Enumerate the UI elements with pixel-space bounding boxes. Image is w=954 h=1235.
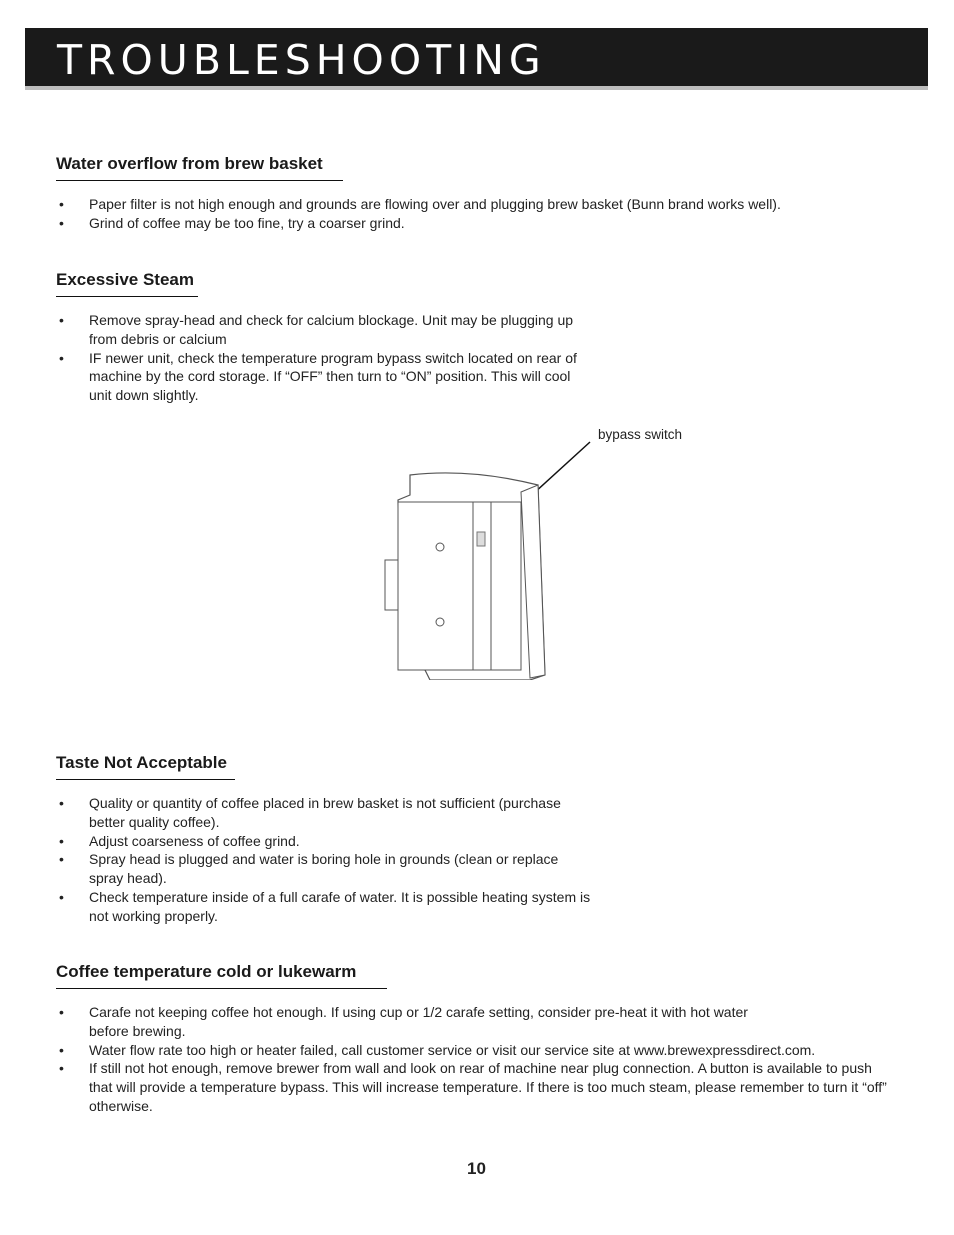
list-item: • Check temperature inside of a full carafe of water. It is possible heating system is not working properly.: [56, 888, 591, 926]
list-item: • If still not hot enough, remove brewer from wall and look on rear of machine near plug connection. A button is available to push that will provide a temperature bypass. This will increase temperature. If there is too much steam, please remember to turn it “off” otherwise.: [56, 1059, 891, 1115]
page-number: 10: [467, 1159, 486, 1178]
list-item: • Quality or quantity of coffee placed in brew basket is not sufficient (purchase better quality coffee).: [56, 794, 591, 832]
figure-caption: bypass switch: [598, 427, 683, 442]
list-item: • Water flow rate too high or heater failed, call customer service or visit our service site at www.brewexpressdirect.com.: [56, 1041, 891, 1060]
section-excessive-steam: [56, 270, 581, 405]
section-heading: Water overflow from brew basket: [56, 154, 343, 181]
list-item: • Carafe not keeping coffee hot enough. If using cup or 1/2 carafe setting, consider pre-heat it with hot water before brewing.: [56, 1003, 891, 1041]
section-water-overflow: [56, 154, 856, 233]
header-bar: [25, 28, 928, 90]
list-item: • Remove spray-head and check for calcium blockage. Unit may be plugging up from debris or calcium: [56, 311, 581, 349]
list-item: • Adjust coarseness of coffee grind.: [56, 832, 591, 851]
section-heading: Excessive Steam: [56, 270, 198, 297]
brewer-rear-diagram: [370, 440, 610, 680]
section-coffee-temperature: [56, 962, 891, 1116]
list-item: • IF newer unit, check the temperature program bypass switch located on rear of machine by the cord storage. If “OFF” then turn to “ON” position. This will cool unit down slightly.: [56, 349, 581, 405]
section-heading: Coffee temperature cold or lukewarm: [56, 962, 387, 989]
list-item: • Spray head is plugged and water is boring hole in grounds (clean or replace spray head).: [56, 850, 591, 888]
page-title: TROUBLESHOOTING: [57, 36, 546, 84]
list-item: • Paper filter is not high enough and grounds are flowing over and plugging brew basket (Bunn brand works well).: [56, 195, 856, 214]
section-heading: Taste Not Acceptable: [56, 753, 235, 780]
list-item: • Grind of coffee may be too fine, try a coarser grind.: [56, 214, 856, 233]
section-taste: [56, 753, 591, 926]
